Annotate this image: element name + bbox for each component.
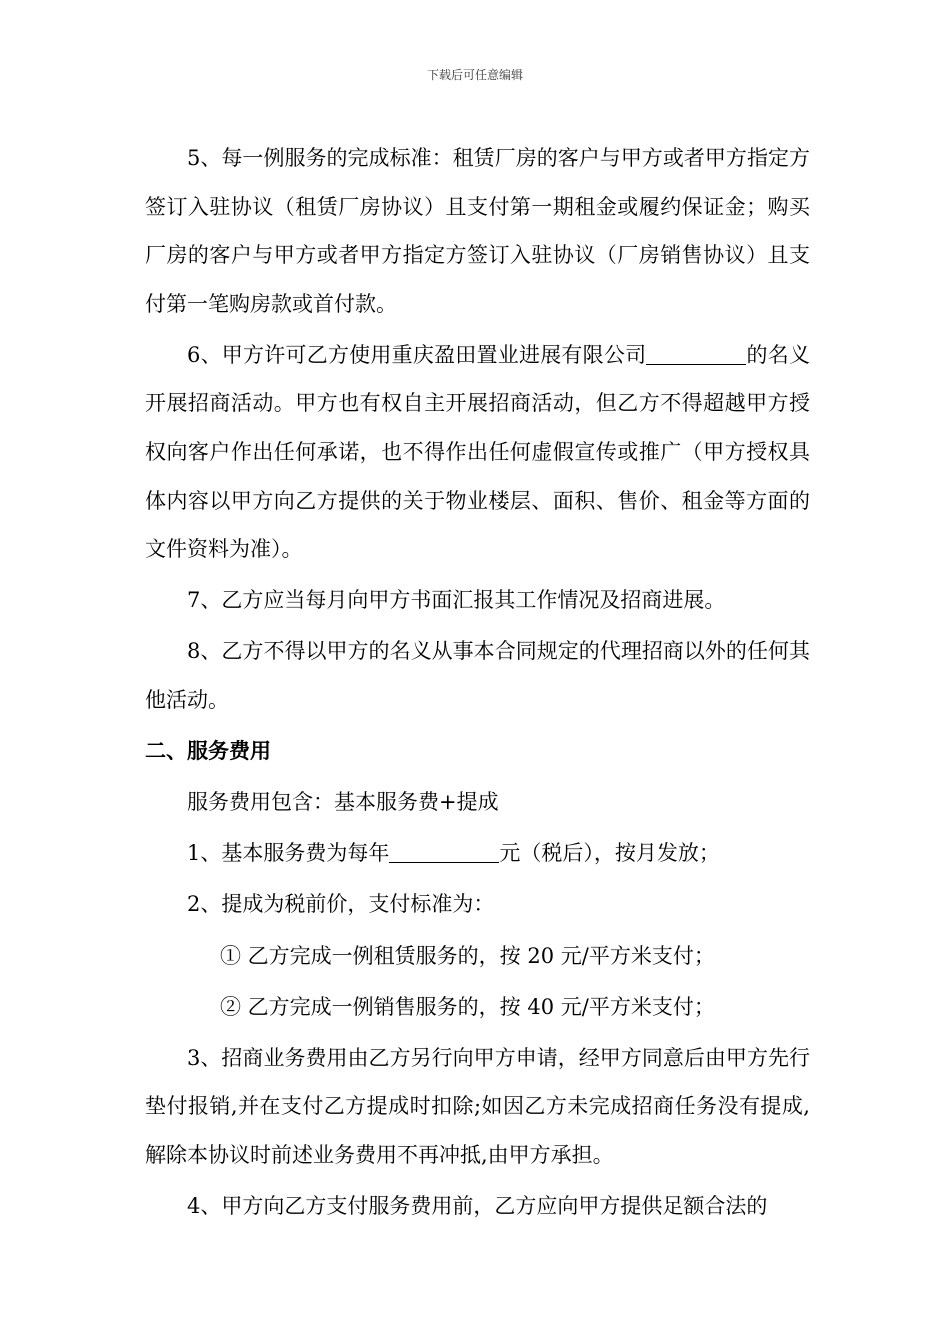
fee-clause-2: 2、提成为税前价，支付标准为：: [187, 892, 495, 917]
fee-clause-1-before: 1、基本服务费为每年: [187, 841, 390, 866]
fee-clause-1: [145, 829, 810, 878]
clause-6-text-after: 的名义开展招商活动。甲方也有权自主开展招商活动，但乙方不得超越甲方授权向客户作出任何承诺，也不得作出任何虚假宣传或推广（甲方授权具体内容以甲方向乙方提供的关于物业楼层、面积、售价、租金等方面的文件资料为准）。: [145, 342, 811, 562]
fee-intro: 服务费用包含：基本服务费+提成: [187, 790, 499, 815]
fee-clause-4: 4、甲方向乙方支付服务费用前，乙方应向甲方提供足额合法的: [187, 1193, 768, 1218]
fee-clause-2-item-1: ① 乙方完成一例租赁服务的，按 20 元/平方米支付；: [220, 943, 715, 968]
fee-clause-2-item-2: ② 乙方完成一例销售服务的，按 40 元/平方米支付；: [220, 994, 715, 1019]
clause-6: [145, 331, 810, 574]
clause-7: 7、乙方应当每月向甲方书面汇报其工作情况及招商进展。: [187, 588, 726, 613]
clause-6-text-before: 6、甲方许可乙方使用重庆盈田置业进展有限公司: [187, 342, 647, 367]
fee-clause-1-after: 元（税后），按月发放；: [499, 841, 720, 866]
clause-8: 8、乙方不得以甲方的名义从事本合同规定的代理招商以外的任何其他活动。: [145, 639, 810, 713]
page-header-note: 下载后可任意编辑: [426, 68, 523, 82]
company-name-blank: [646, 343, 746, 365]
section-2-title: 二、服务费用: [145, 738, 271, 764]
annual-fee-blank: [389, 841, 499, 863]
document-body: [145, 134, 810, 1233]
clause-5: 5、每一例服务的完成标准：租赁厂房的客户与甲方或者甲方指定方签订入驻协议（租赁厂房协议）且支付第一期租金或履约保证金；购买厂房的客户与甲方或者甲方指定方签订入驻协议（厂房销售协议）且支付第一笔购房款或首付款。: [145, 146, 810, 316]
fee-clause-3: 3、招商业务费用由乙方另行向甲方申请，经甲方同意后由甲方先行垫付报销,并在支付乙方提成时扣除;如因乙方未完成招商任务没有提成,解除本协议时前述业务费用不再冲抵,由甲方承担。: [145, 1045, 810, 1167]
